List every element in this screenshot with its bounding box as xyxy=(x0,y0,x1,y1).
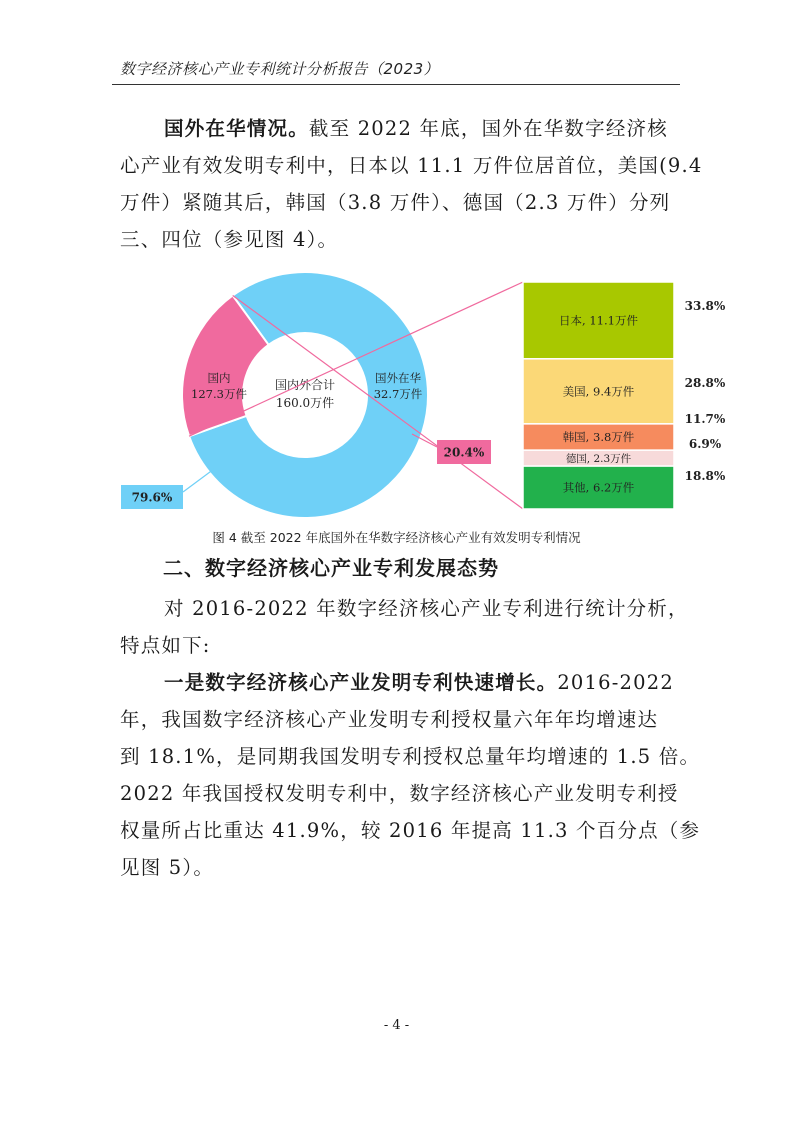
breakdown-percent-label: 33.8% xyxy=(684,299,726,313)
figure-caption: 图 4 截至 2022 年底国外在华数字经济核心产业有效发明专利情况 xyxy=(212,530,581,545)
analysis-intro-paragraph xyxy=(120,590,689,664)
donut-label-name: 国外在华 xyxy=(375,371,421,385)
percent-callout-label: 20.4% xyxy=(443,445,485,460)
para2-line1: 对 2016-2022 年数字经济核心产业专利进行统计分析， xyxy=(164,597,689,620)
figure-4-chart xyxy=(0,270,793,520)
donut-label-value: 32.7万件 xyxy=(373,387,423,401)
donut-chart xyxy=(121,272,491,518)
breakdown-percent-label: 11.7% xyxy=(684,412,726,426)
breakdown-bar-label: 美国, 9.4万件 xyxy=(562,384,635,399)
growth-paragraph xyxy=(120,664,701,886)
breakdown-percent-label: 6.9% xyxy=(688,437,722,451)
breakdown-bar-label: 其他, 6.2万件 xyxy=(562,480,635,495)
intro-lead: 国外在华情况。 xyxy=(164,117,309,140)
intro-line1: 截至 2022 年底，国外在华数字经济核 xyxy=(308,117,668,140)
breakdown-bar-label: 日本, 11.1万件 xyxy=(559,313,638,328)
stacked-breakdown xyxy=(523,282,726,509)
header-rule xyxy=(112,84,680,85)
donut-center-label: 国内外合计 xyxy=(274,378,336,392)
para3-lead-tail: 2016-2022 xyxy=(557,671,674,694)
breakdown-bar-label: 韩国, 3.8万件 xyxy=(562,430,635,445)
intro-line2: 心产业有效发明专利中，日本以 11.1 万件位居首位，美国(9.4 xyxy=(120,154,703,177)
breakdown-percent-label: 18.8% xyxy=(684,469,726,483)
donut-label-name: 国内 xyxy=(207,371,231,385)
donut-center-value: 160.0万件 xyxy=(275,396,335,410)
intro-paragraph xyxy=(120,110,703,258)
intro-line3: 万件）紧随其后，韩国（3.8 万件）、德国（2.3 万件）分列 xyxy=(120,191,671,214)
para2-line2: 特点如下: xyxy=(120,634,211,657)
para3-line2: 年，我国数字经济核心产业发明专利授权量六年年均增速达 xyxy=(120,708,659,731)
intro-line4: 三、四位（参见图 4）。 xyxy=(120,228,339,251)
section-heading: 二、数字经济核心产业专利发展态势 xyxy=(163,556,499,580)
page-number: - 4 - xyxy=(383,1018,410,1033)
para3-line5: 权量所占比重达 41.9%，较 2016 年提高 11.3 个百分点（参 xyxy=(120,819,701,842)
para3-line3: 到 18.1%，是同期我国发明专利授权总量年均增速的 1.5 倍。 xyxy=(120,745,701,768)
running-header: 数字经济核心产业专利统计分析报告（2023） xyxy=(120,60,440,78)
callout-line xyxy=(183,466,218,492)
donut-label-value: 127.3万件 xyxy=(191,387,247,401)
para3-line4: 2022 年我国授权发明专利中，数字经济核心产业发明专利授 xyxy=(120,782,679,805)
para3-lead: 一是数字经济核心产业发明专利快速增长。 xyxy=(164,671,558,694)
para3-line6: 见图 5）。 xyxy=(120,856,215,879)
percent-callout-label: 79.6% xyxy=(131,490,173,505)
breakdown-bar-label: 德国, 2.3万件 xyxy=(565,453,632,466)
breakdown-percent-label: 28.8% xyxy=(684,376,726,390)
